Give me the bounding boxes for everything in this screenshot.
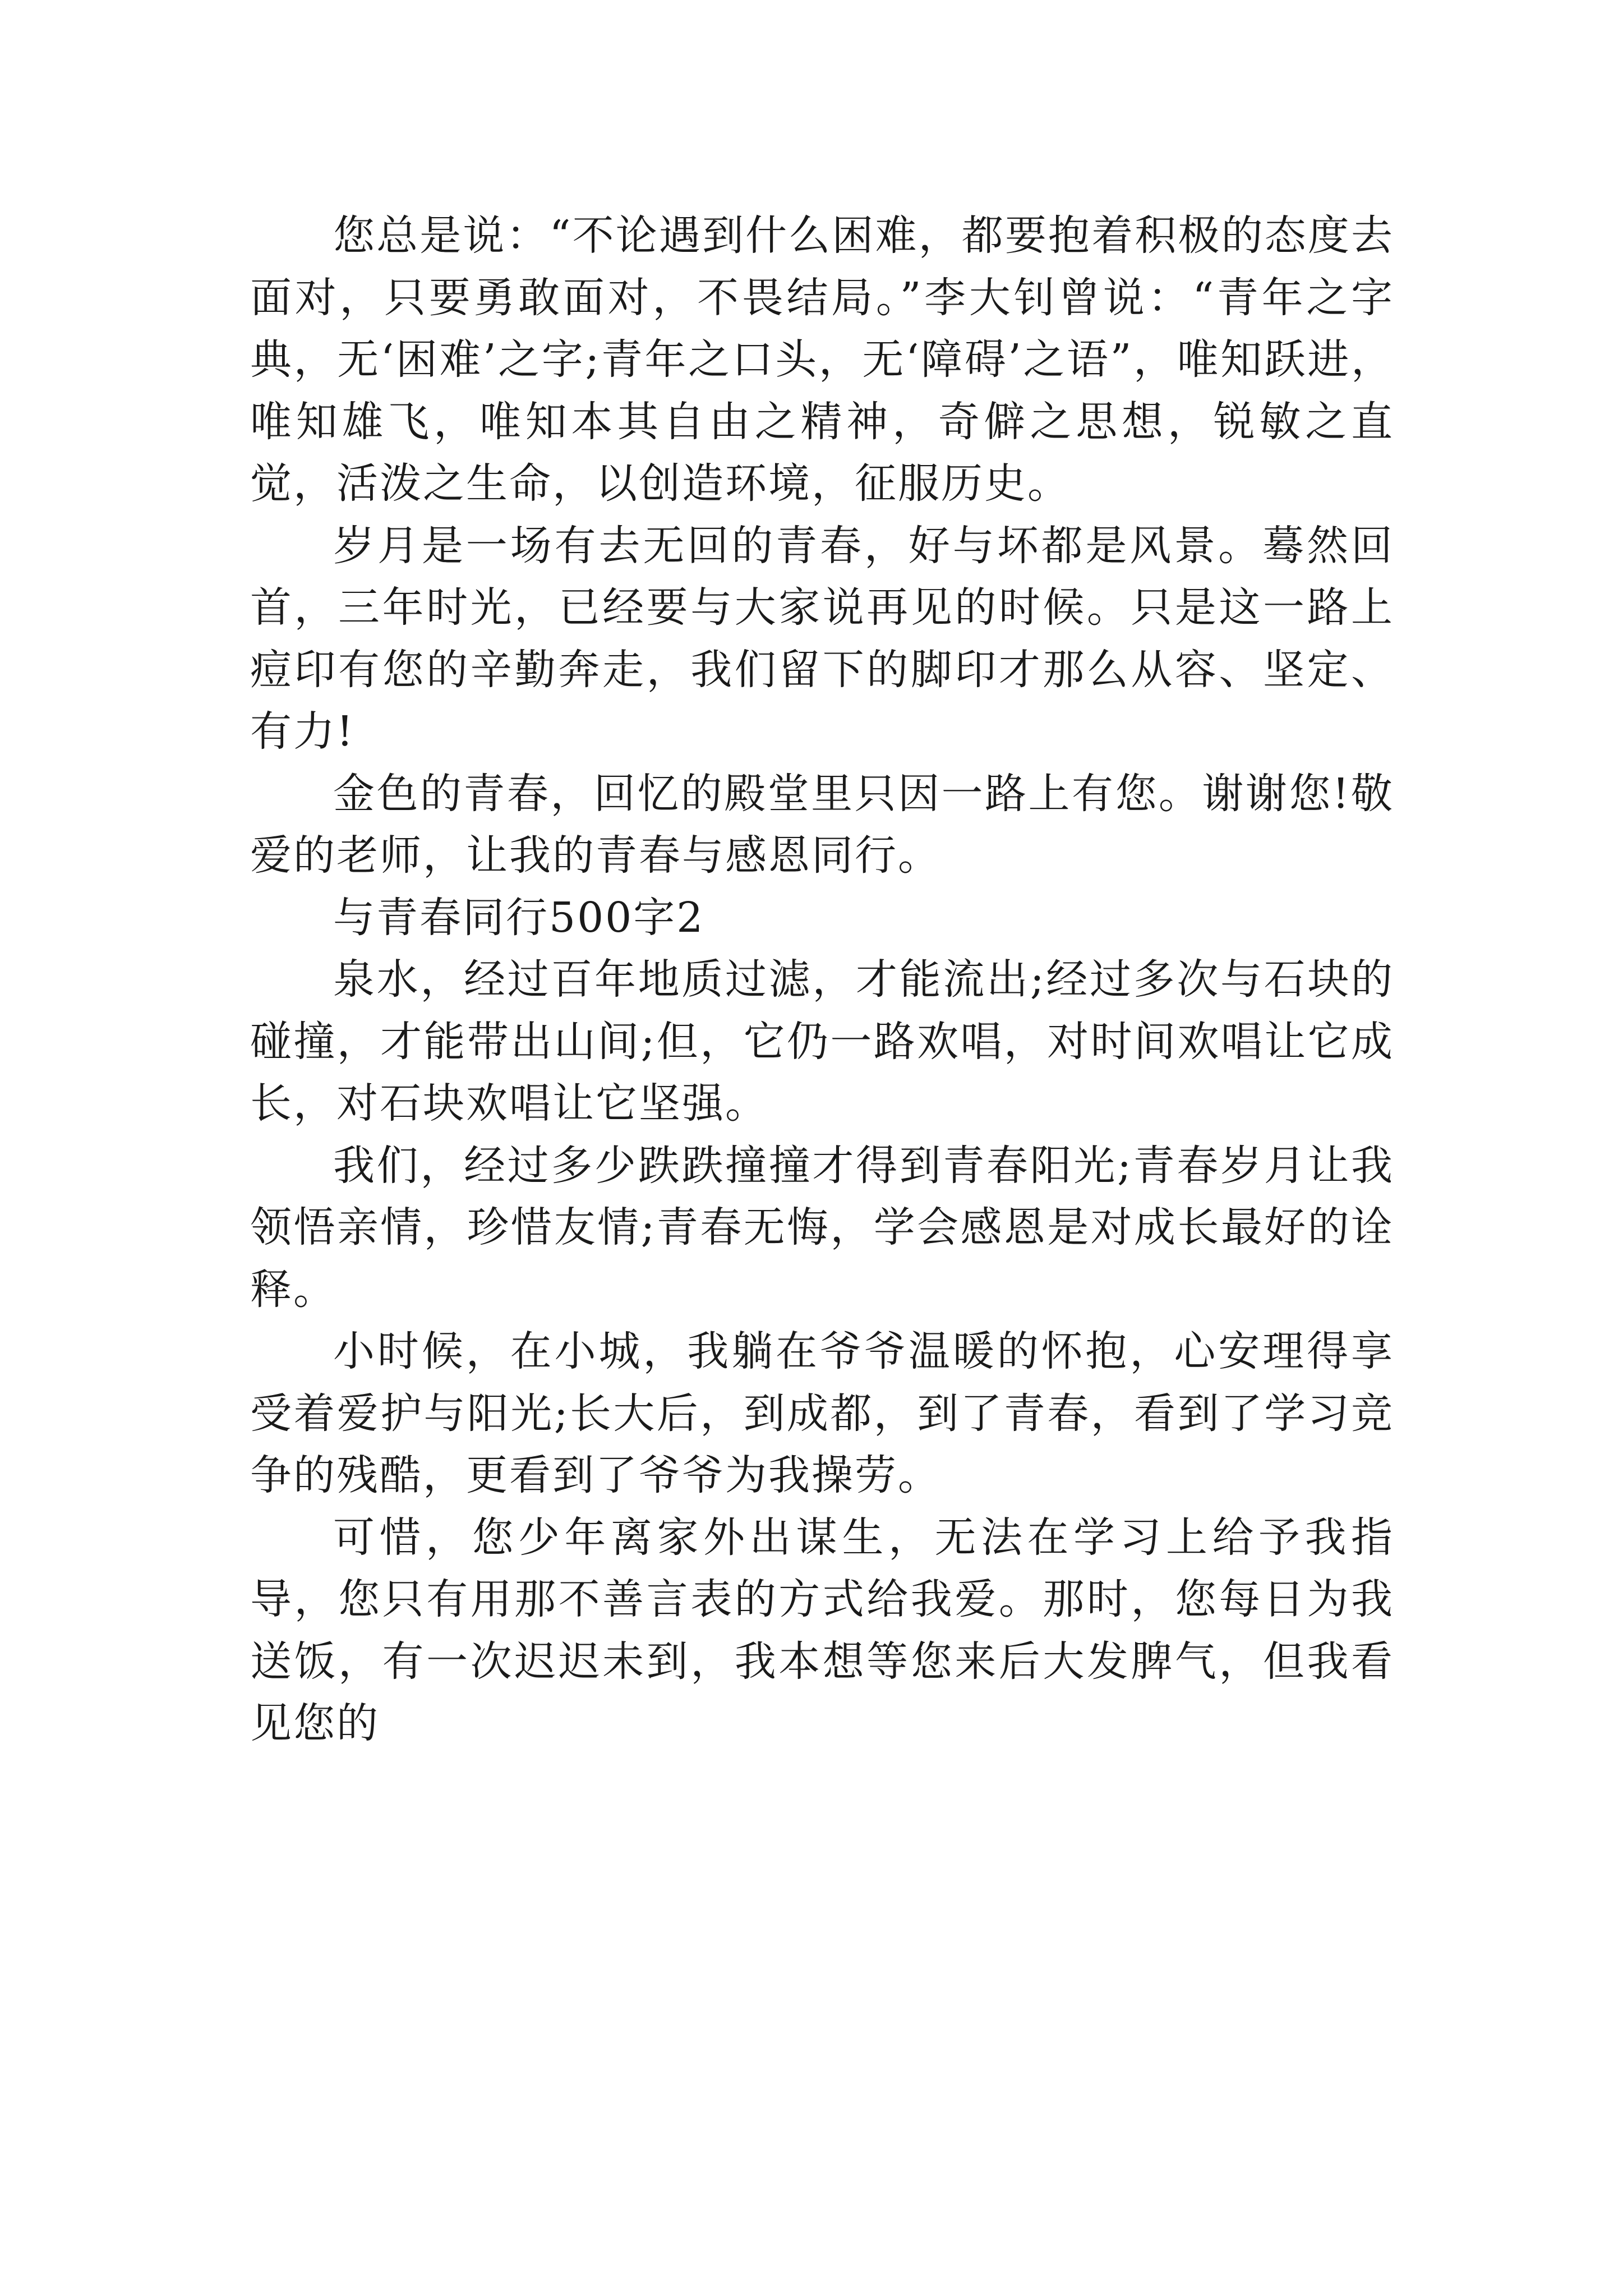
paragraph: 我们，经过多少跌跌撞撞才得到青春阳光;青春岁月让我领悟亲情，珍惜友情;青春无悔，学会感恩是对成长最好的诠释。 bbox=[250, 1141, 1394, 1314]
section-heading: 与青春同行500字2 bbox=[333, 893, 705, 942]
paragraph: 小时候，在小城，我躺在爷爷温暖的怀抱，心安理得享受着爱护与阳光;长大后，到成都，到了青春，看到了学习竞争的残酷，更看到了爷爷为我操劳。 bbox=[250, 1327, 1394, 1499]
paragraph: 泉水，经过百年地质过滤，才能流出;经过多次与石块的碰撞，才能带出山间;但，它仍一路欢唱，对时间欢唱让它成长，对石块欢唱让它坚强。 bbox=[250, 955, 1394, 1128]
document-body bbox=[250, 205, 1394, 1755]
paragraph: 金色的青春，回忆的殿堂里只因一路上有您。谢谢您!敬爱的老师，让我的青春与感恩同行。 bbox=[250, 769, 1394, 880]
paragraph: 岁月是一场有去无回的青春，好与坏都是风景。蓦然回首，三年时光，已经要与大家说再见的时候。只是这一路上痘印有您的辛勤奔走，我们留下的脚印才那么从容、坚定、有力! bbox=[250, 521, 1394, 756]
paragraph: 您总是说：“不论遇到什么困难，都要抱着积极的态度去面对，只要勇敢面对，不畏结局。”李大钊曾说：“青年之字典，无‘困难’之字;青年之口头，无‘障碍’之语”，唯知跃进，唯知雄飞，唯知本其自由之精神，奇僻之思想，锐敏之直觉，活泼之生命，以创造环境，征服历史。 bbox=[250, 211, 1394, 508]
paragraph: 可惜，您少年离家外出谋生，无法在学习上给予我指导，您只有用那不善言表的方式给我爱。那时，您每日为我送饭，有一次迟迟未到，我本想等您来后大发脾气，但我看见您的 bbox=[250, 1513, 1394, 1747]
